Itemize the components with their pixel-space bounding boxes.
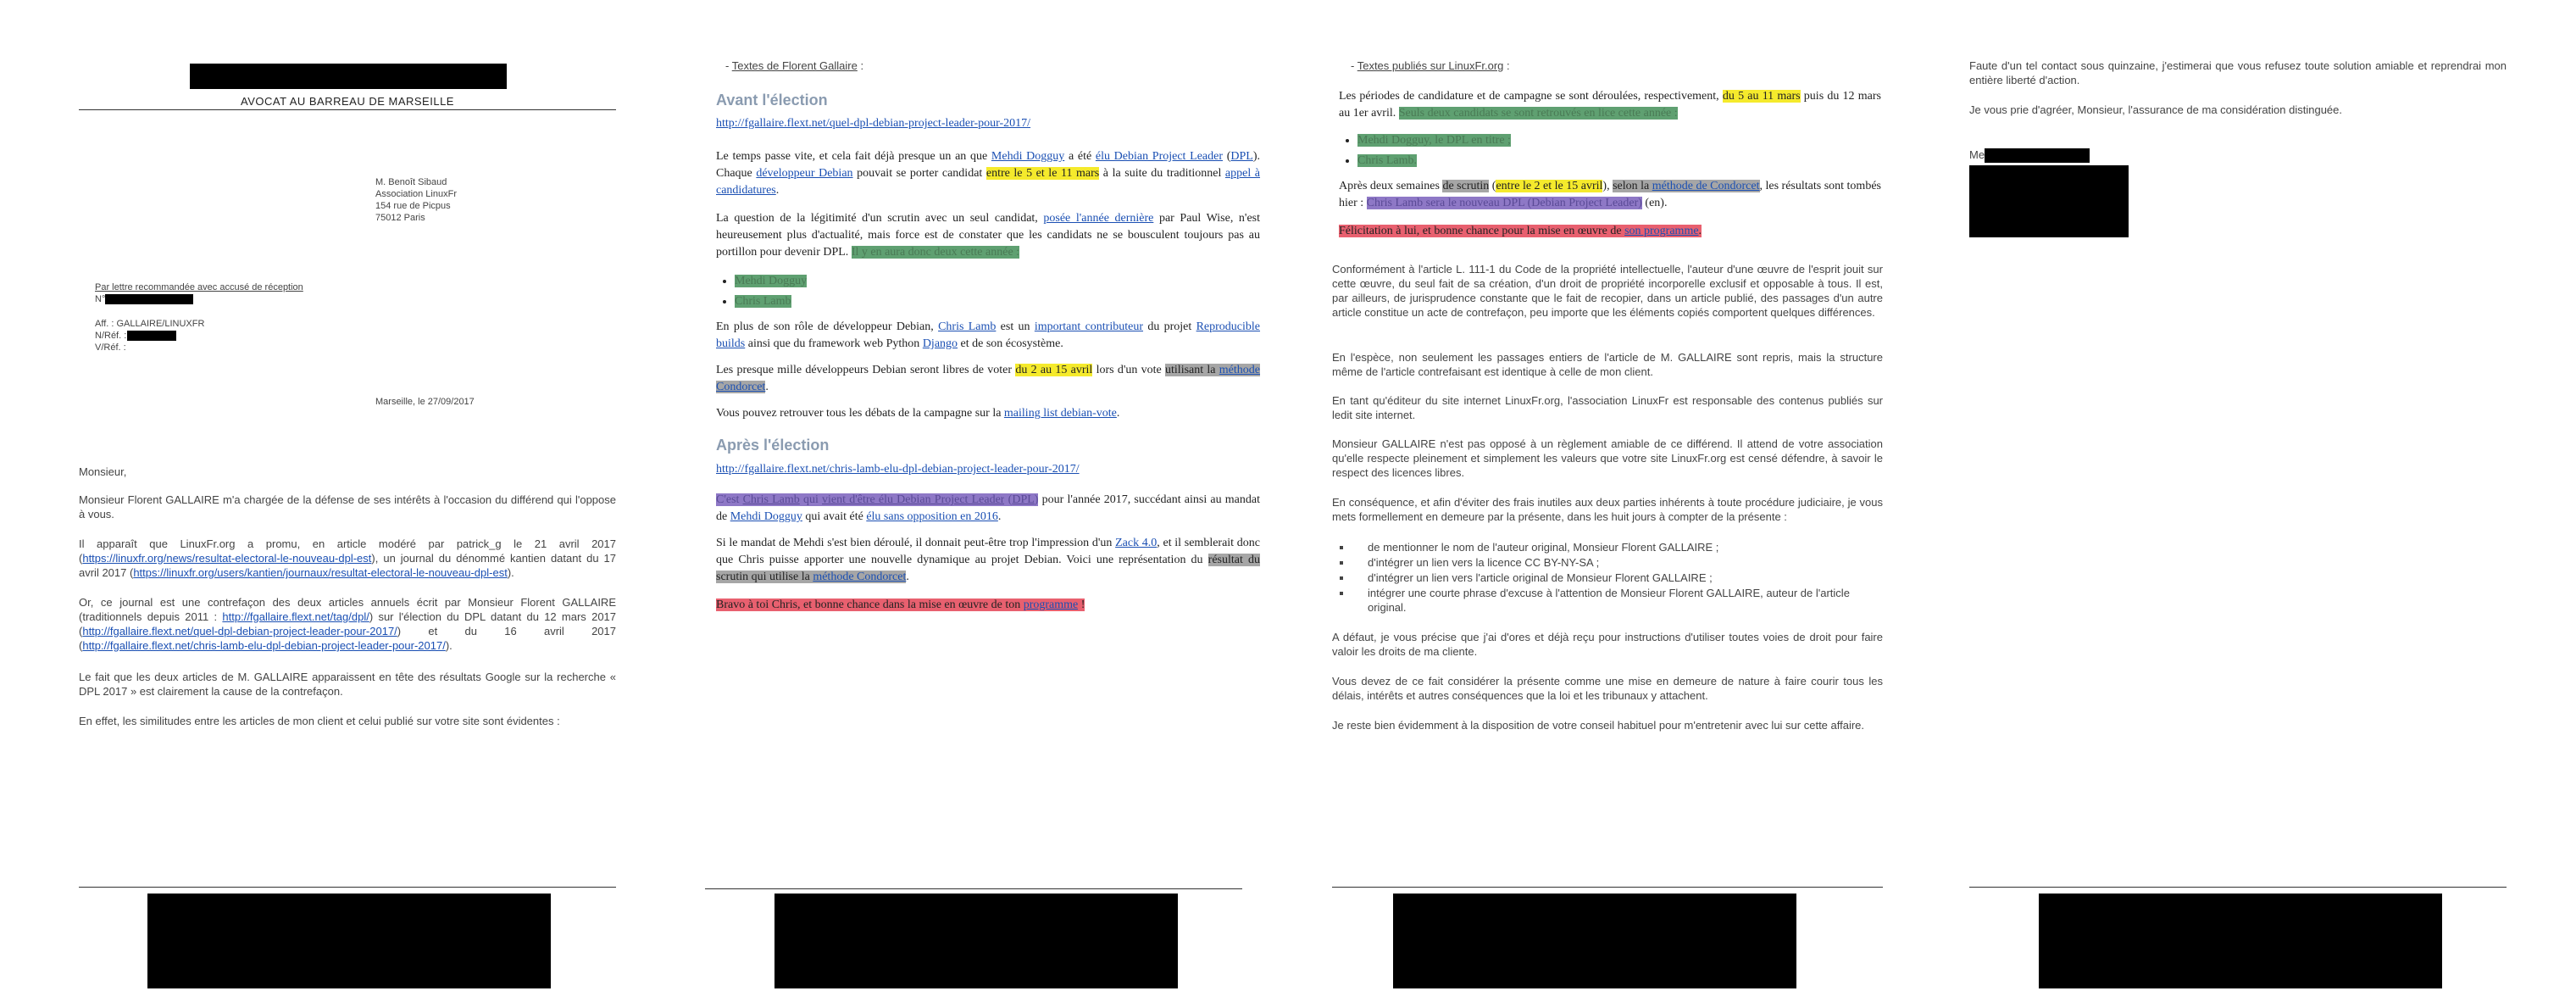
text: ). Chaque <box>716 150 1260 180</box>
ref-aff: Aff. : GALLAIRE/LINUXFR <box>95 319 205 329</box>
candidate-name: Chris Lamb. <box>1357 154 1417 167</box>
paragraph-text: ) sur l'élection du DPL datant du 12 mars 2017 ( <box>79 610 617 637</box>
fgallaire-tag-link[interactable]: http://fgallaire.flext.net/tag/dpl/ <box>222 610 369 623</box>
link-elu-dpl[interactable]: élu Debian Project Leader <box>1095 150 1223 163</box>
intro-dash: - <box>1351 59 1357 72</box>
article-paragraph <box>716 492 1260 526</box>
highlight-grey: de scrutin <box>1442 180 1490 192</box>
paragraph-text: En effet, les similitudes entre les articles de mon client et celui publié sur votre site sont évidentes : <box>79 715 560 727</box>
body-paragraph <box>79 595 616 653</box>
delivery-method: Par lettre recommandée avec accusé de réception <box>95 282 303 292</box>
candidate-list <box>716 270 807 314</box>
paragraph-text: En tant qu'éditeur du site internet LinuxFr.org, l'association LinuxFr est responsable des contenus publiés sur ledit site internet. <box>1332 394 1883 421</box>
highlight-purple: C'est <box>716 493 743 506</box>
redacted-footer <box>2039 894 2442 988</box>
demands-list <box>1332 539 1883 615</box>
letter-page-1 <box>0 0 644 991</box>
paragraph-text: Vous devez de ce fait considérer la présente comme une mise en demeure de nature à faire courir tous les délais, intérêts et autres conséquences que la loi et les tribunaux y attachent. <box>1332 675 1883 702</box>
text: lors d'un vote <box>1092 364 1166 376</box>
address-line: 75012 Paris <box>375 213 425 223</box>
text: Après deux semaines <box>1339 180 1443 192</box>
candidate-name: Mehdi Dogguy <box>735 275 808 287</box>
ref-nref: N/Réf. : <box>95 331 127 341</box>
paragraph-text: ). <box>445 639 452 652</box>
link-zack[interactable]: Zack 4.0 <box>1115 537 1158 549</box>
text: du projet <box>1143 320 1196 333</box>
footer-rule <box>79 887 616 888</box>
link-reproducible-builds[interactable]: Reproducible builds <box>716 320 1261 350</box>
text: Si le mandat de Mehdi s'est bien déroulé, il donnait peut-être trop l'impression d'un <box>716 537 1116 549</box>
letter-page-3 <box>1288 0 1932 991</box>
text: En plus de son rôle de développeur Debian, <box>716 320 939 333</box>
letter-date: Marseille, le 27/09/2017 <box>375 397 475 407</box>
paragraph-text: Or, ce journal est une contrefaçon des deux articles annuels écrit par Monsieur Florent GALLAIRE (traditionnels depuis 2011 : <box>79 596 616 623</box>
redacted-signature <box>1969 165 2129 237</box>
article-paragraph <box>716 535 1260 586</box>
intro-label: Textes publiés sur LinuxFr.org <box>1357 59 1504 72</box>
paragraph-text: Conformément à l'article L. 111-1 du Code de la propriété intellectuelle, l'auteur d'une œuvre de l'esprit jouit sur cette œuvre, du seul fait de sa création, d'un droit de propriété incorporelle exclusif et opposable à tous. Il est, par ailleurs, de jurisprudence constante que le fait de recopier, dans un article publié, des passages d'un autre article constitue un acte de contrefaçon, peu importe que les éléments copiés comportent quelques différences. <box>1332 263 1883 319</box>
redacted-footer <box>774 894 1178 988</box>
article-paragraph <box>716 148 1260 199</box>
text: puis du 12 mars au 1er avril. <box>1339 90 1881 120</box>
link-mehdi-dogguy[interactable]: Mehdi Dogguy <box>991 150 1065 163</box>
highlight-purple: ( <box>1004 493 1013 506</box>
body-paragraph <box>1332 262 1883 320</box>
link-annee-derniere[interactable]: posée l'année dernière <box>1043 212 1154 225</box>
text: . <box>997 510 1002 523</box>
link-dpl[interactable]: DPL <box>1230 150 1253 163</box>
text: Les presque mille développeurs Debian seront libres de voter <box>716 364 1016 376</box>
salutation: Monsieur, <box>79 465 127 478</box>
fgallaire-article2-link[interactable]: http://fgallaire.flext.net/chris-lamb-elu-dpl-debian-project-leader-pour-2017/ <box>82 639 446 652</box>
footer-rule <box>705 888 1242 889</box>
paragraph-text: En l'espèce, non seulement les passages entiers de l'article de M. GALLAIRE sont repris, mais la structure même de l'article contrefaisant est identique à celle de mon client. <box>1332 351 1883 378</box>
highlight-purple: ) <box>1034 493 1039 506</box>
article-paragraph <box>716 405 1260 422</box>
text: Les périodes de candidature et de campagne se sont déroulées, respectivement, <box>1339 90 1723 103</box>
address-line: Association LinuxFr <box>375 189 457 199</box>
body-paragraph <box>1332 393 1883 422</box>
link-programme[interactable]: programme <box>1023 598 1079 611</box>
intro-colon: : <box>1503 59 1510 72</box>
linuxfr-news-link[interactable]: https://linuxfr.org/news/resultat-electoral-le-nouveau-dpl-est <box>82 552 372 565</box>
list-item: ▪ d'intégrer un lien vers l'article original de Monsieur Florent GALLAIRE ; <box>1352 571 1883 585</box>
redacted-nref <box>127 331 176 341</box>
highlight-green: Il y en aura donc deux cette année : <box>851 246 1020 259</box>
body-paragraph <box>1969 103 2507 117</box>
list-item: ▪ d'intégrer un lien vers la licence CC BY-NY-SA ; <box>1352 555 1883 570</box>
text: , et il semblerait donc que Chris puisse apporter une nouvelle dynamique au projet Debian. Voici une représentation du <box>716 537 1260 566</box>
list-item <box>1357 132 1511 149</box>
text: , les résultats sont tombés hier : <box>1339 180 1881 209</box>
linuxfr-paragraph <box>1339 178 1881 212</box>
list-item <box>735 273 807 290</box>
text: Vous pouvez retrouver tous les débats de la campagne sur la <box>716 407 1004 420</box>
list-item: ▪ intégrer une courte phrase d'excuse à l'attention de Monsieur Florent GALLAIRE, auteur de l'article original. <box>1352 586 1883 615</box>
highlight-yellow: du 5 au 11 mars <box>1722 90 1801 103</box>
letter-page-2 <box>644 0 1288 991</box>
paragraph-text: Monsieur GALLAIRE n'est pas opposé à un règlement amiable de ce différend. Il attend de votre association qu'elle respecte pleinement et simplement les valeurs que votre site LinuxFr.org est censé défendre, à savoir le respect des licences libres. <box>1332 437 1883 479</box>
body-paragraph <box>1332 350 1883 379</box>
footer-rule <box>1969 887 2507 888</box>
highlight-yellow: du 2 au 15 avril <box>1015 364 1093 376</box>
article-url-avant[interactable]: http://fgallaire.flext.net/quel-dpl-debian-project-leader-pour-2017/ <box>716 117 1031 130</box>
link-mehdi-dogguy[interactable]: Mehdi Dogguy <box>730 510 802 523</box>
linuxfr-paragraph <box>1339 223 1881 240</box>
body-paragraph <box>1332 437 1883 480</box>
article-paragraph <box>716 362 1260 396</box>
link-developpeur-debian[interactable]: développeur Debian <box>756 167 853 180</box>
text: (en). <box>1641 197 1668 209</box>
text: pouvait se porter candidat <box>852 167 986 180</box>
paragraph-text: Faute d'un tel contact sous quinzaine, j'estimerai que vous refusez toute solution amiable et reprendrai mon entière liberté d'action. <box>1969 59 2507 86</box>
signature-label: Me <box>1969 148 1985 161</box>
highlight-yellow: entre le 2 et le 15 avril <box>1496 180 1603 192</box>
highlight-red: Bravo à toi Chris, et bonne chance dans la mise en œuvre de ton <box>716 598 1024 611</box>
text: . <box>1116 407 1120 420</box>
text: qui avait été <box>802 510 867 523</box>
text: est un <box>996 320 1035 333</box>
body-paragraph <box>1332 718 1883 732</box>
body-paragraph <box>1332 630 1883 659</box>
highlight-grey: résultat du scrutin qui utilise la <box>716 554 1260 583</box>
body-paragraph <box>1332 674 1883 703</box>
body-paragraph <box>79 670 616 699</box>
article-paragraph <box>716 597 1260 614</box>
text: ainsi que du framework web Python <box>745 337 923 350</box>
intro-dash: - <box>725 59 732 72</box>
highlight-green: Seuls deux candidats se sont retrouvés en lice cette année : <box>1398 107 1678 120</box>
paragraph-text: ), un journal du dénommé kantien datant du 17 avril 2017 ( <box>79 552 616 579</box>
redacted-letterhead <box>190 64 507 89</box>
paragraph-text: ). <box>507 566 514 579</box>
text: ( <box>1223 150 1231 163</box>
link-elu-sans-opposition[interactable]: élu sans opposition en 2016 <box>866 510 998 523</box>
text: pour l'année 2017, succédant ainsi au mandat de <box>716 493 1260 523</box>
linuxfr-journal-link[interactable]: https://linuxfr.org/users/kantien/journaux/resultat-electoral-le-nouveau-dpl-est <box>133 566 508 579</box>
body-paragraph <box>79 537 616 580</box>
highlight-red: . <box>1698 225 1702 237</box>
highlight-purple: Chris Lamb sera le nouveau DPL (Debian Project Leader) <box>1366 197 1642 209</box>
highlight-grey: utilisant la <box>1165 364 1219 376</box>
section-intro <box>725 58 863 73</box>
text: . <box>906 571 909 583</box>
ref-number <box>95 292 105 307</box>
address-line: 154 rue de Picpus <box>375 201 451 211</box>
intro-colon: : <box>857 59 864 72</box>
highlight-yellow: entre le 5 et le 11 mars <box>985 167 1100 180</box>
candidate-name: Chris Lamb <box>735 295 791 308</box>
link-methode-condorcet[interactable]: méthode Condorcet <box>716 364 1261 393</box>
list-item: ▪ de mentionner le nom de l'auteur original, Monsieur Florent GALLAIRE ; <box>1352 540 1883 554</box>
text: ( <box>1489 180 1496 192</box>
highlight-red: ! <box>1078 598 1085 611</box>
link-methode-condorcet[interactable]: méthode de Condorcet <box>1652 180 1760 192</box>
letter-page-4 <box>1932 0 2576 991</box>
text: La question de la légitimité d'un scrutin avec un seul candidat, <box>716 212 1044 225</box>
link-mailing-list[interactable]: mailing list debian-vote <box>1003 407 1117 420</box>
paragraph-text: A défaut, je vous précise que j'ai d'ores et déjà reçu pour instructions d'utiliser toutes voies de droit pour faire valoir les droits de ma cliente. <box>1332 631 1883 658</box>
article-paragraph <box>716 319 1260 353</box>
paragraph-text: ) et du 16 avril 2017 ( <box>79 625 616 652</box>
link-chris-lamb[interactable]: Chris Lamb <box>742 493 800 506</box>
highlight-red: Félicitation à lui, et bonne chance pour la mise en œuvre de <box>1339 225 1625 237</box>
heading-apres: Après l'élection <box>716 437 830 454</box>
link-elu-dpl[interactable]: vient d'être élu Debian Project Leader <box>822 493 1005 506</box>
redacted-ref-number <box>105 294 193 304</box>
redacted-signature-name <box>1985 148 2090 163</box>
linuxfr-paragraph <box>1339 88 1881 122</box>
paragraph-text: En conséquence, et afin d'éviter des frais inutiles aux deux parties inhérents à toute procédure judiciaire, je vous mets formellement en demeure par la présente, dans les huit jours à compter de la présente : <box>1332 496 1883 523</box>
redacted-footer <box>1393 894 1796 988</box>
list-item <box>1357 153 1511 170</box>
section-intro <box>1351 58 1510 73</box>
recipient-address <box>375 176 457 224</box>
list-item <box>735 293 807 310</box>
link-programme[interactable]: son programme <box>1624 225 1699 237</box>
text: et de son écosystème. <box>958 337 1063 350</box>
link-important-contributeur[interactable]: important contributeur <box>1034 320 1144 333</box>
ref-number-label: N° <box>95 294 106 304</box>
paragraph-text: Monsieur Florent GALLAIRE m'a chargée de la défense de ses intérêts à l'occasion du différend qui l'oppose à vous. <box>79 493 616 521</box>
text: par Paul Wise, n'est heureusement plus d'actualité, mais force est de constater que les candidats ne se bousculent toujours pas au portillon pour devenir DPL. <box>716 212 1261 259</box>
article-paragraph <box>716 210 1260 261</box>
text: a été <box>1064 150 1096 163</box>
ref-vref: V/Réf. : <box>95 342 126 353</box>
header-title: AVOCAT AU BARREAU DE MARSEILLE <box>241 95 454 108</box>
paragraph-text: Il apparaît que LinuxFr.org a promu, en article modéré par patrick_g le 21 avril 2017 ( <box>79 537 616 565</box>
highlight-grey: selon la <box>1613 180 1652 192</box>
intro-label: Textes de Florent Gallaire <box>731 59 858 72</box>
text: . <box>765 381 769 393</box>
link-methode-condorcet[interactable]: méthode Condorcet <box>813 571 907 583</box>
candidate-name: Mehdi Dogguy, le DPL en titre ; <box>1357 134 1511 147</box>
link-chris-lamb[interactable]: Chris Lamb <box>938 320 997 333</box>
paragraph-text: Je vous prie d'agréer, Monsieur, l'assurance de ma considération distinguée. <box>1969 103 2342 116</box>
highlight-purple: qui <box>799 493 823 506</box>
link-appel-candidatures[interactable]: appel à candidatures <box>716 167 1261 197</box>
footer-rule <box>1332 887 1883 888</box>
link-dpl[interactable]: DPL <box>1012 493 1035 506</box>
text: . <box>775 184 780 197</box>
body-paragraph <box>1332 495 1883 524</box>
text: Le temps passe vite, et cela fait déjà presque un an que <box>716 150 991 163</box>
candidate-list <box>1339 129 1511 173</box>
paragraph-text: Le fait que les deux articles de M. GALLAIRE apparaissent en tête des résultats Google sur la recherche « DPL 2017 » est clairement la cause de la contrefaçon. <box>79 671 616 698</box>
address-line: M. Benoît Sibaud <box>375 177 447 187</box>
heading-avant: Avant l'élection <box>716 92 828 109</box>
body-paragraph <box>79 714 616 728</box>
redacted-footer <box>147 894 551 988</box>
link-django[interactable]: Django <box>922 337 958 350</box>
text: à la suite du traditionnel <box>1099 167 1225 180</box>
text: ), <box>1602 180 1613 192</box>
article-url-apres[interactable]: http://fgallaire.flext.net/chris-lamb-elu-dpl-debian-project-leader-pour-2017/ <box>716 463 1080 476</box>
body-paragraph <box>79 493 616 521</box>
body-paragraph <box>1969 58 2507 87</box>
header-rule <box>79 109 616 110</box>
fgallaire-article1-link[interactable]: http://fgallaire.flext.net/quel-dpl-debian-project-leader-pour-2017/ <box>82 625 397 637</box>
paragraph-text: Je reste bien évidemment à la disposition de votre conseil habituel pour m'entretenir avec lui sur cette affaire. <box>1332 719 1865 732</box>
